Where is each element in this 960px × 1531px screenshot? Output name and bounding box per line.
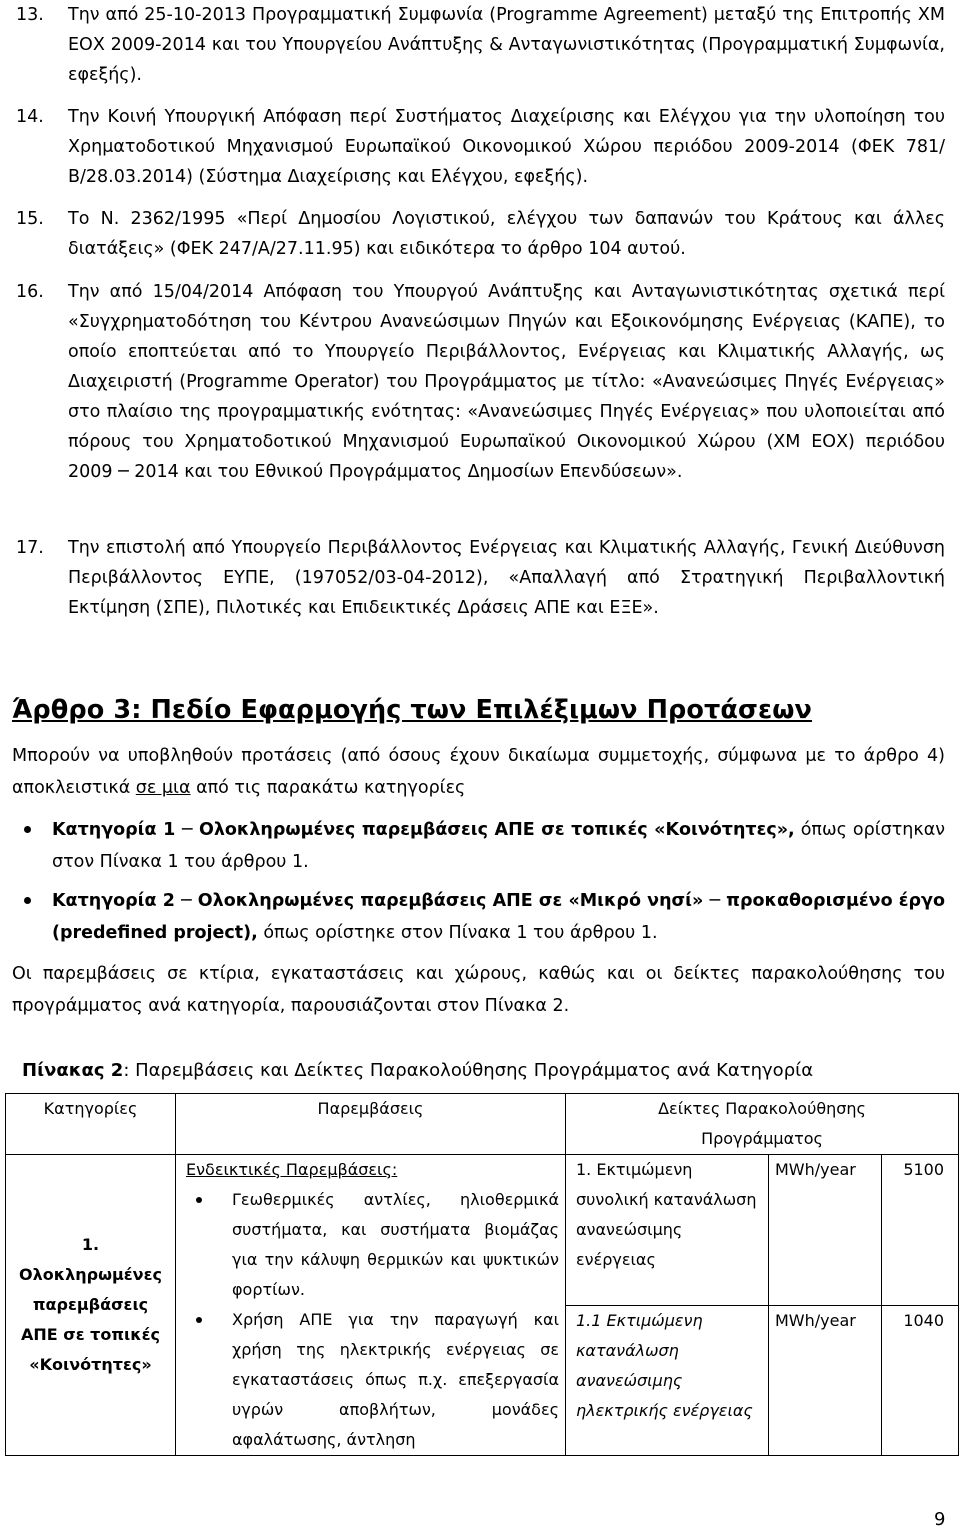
item-text: Το Ν. 2362/1995 «Περί Δημοσίου Λογιστικού, ελέγχου των δαπανών του Κράτους και άλλες διατάξεις» (ΦΕΚ 247/Α/27.11.95) και ειδικότερα το άρθρο 104 αυτού. — [68, 209, 945, 259]
category-cell: 1. Ολοκληρωμένες παρεμβάσεις ΑΠΕ σε τοπικές «Κοινότητες» — [6, 1155, 176, 1456]
bullet-text — [52, 814, 945, 878]
page-number: 9 — [934, 1509, 946, 1530]
interventions-title: Ενδεικτικές Παρεμβάσεις: — [186, 1160, 398, 1179]
item-text: Την επιστολή από Υπουργείο Περιβάλλοντος Ενέργειας και Κλιματικής Αλλαγής, Γενική Διεύθυνση Περιβάλλοντος ΕΥΠΕ, (197052/03-04-2012), «Απαλλαγή από Στρατηγική Περιβαλλοντική Εκτίμηση (ΣΠΕ), Πιλοτικές και Επιδεικτικές Δράσεις ΑΠΕ και ΕΞΕ». — [68, 538, 945, 618]
intervention-item — [186, 1305, 559, 1455]
intervention-item — [186, 1185, 559, 1305]
item-text: Την από 25-10-2013 Προγραμματική Συμφωνία (Programme Agreement) μεταξύ της Επιτροπής ΧΜ ΕΟΧ 2009-2014 και του Υπουργείου Ανάπτυξης & Ανταγωνιστικότητας (Προγραμματική Συμφωνία, εφεξής). — [68, 5, 945, 85]
bullet-icon — [24, 826, 31, 833]
indicator-unit: MWh/year — [769, 1155, 882, 1306]
table-caption — [22, 1060, 813, 1081]
indicator-value: 1040 — [882, 1306, 959, 1456]
indicator-unit: MWh/year — [769, 1306, 882, 1456]
item-number: 15. — [16, 209, 44, 229]
interventions-cell — [176, 1155, 566, 1456]
indicator-name: 1. Εκτιμώμενη συνολική κατανάλωση ανανεώσιμης ενέργειας — [566, 1155, 769, 1306]
bullet-text — [52, 885, 945, 949]
article-heading: Άρθρο 3: Πεδίο Εφαρμογής των Επιλέξιμων Προτάσεων — [12, 695, 813, 725]
item-text: Την Κοινή Υπουργική Απόφαση περί Συστήματος Διαχείρισης και Ελέγχου για την υλοποίηση του Χρηματοδοτικού Μηχανισμού Ευρωπαϊκού Οικονομικού Χώρου περιόδου 2009-2014 (ΦΕΚ 781/Β/28.03.2014) (Σύστημα Διαχείρισης και Ελέγχου, εφεξής). — [68, 107, 945, 187]
intro-text: Μπορούν να υποβληθούν προτάσεις (από όσους έχουν δικαίωμα συμμετοχής, σύμφωνα με το άρθρο 4) αποκλειστικά — [12, 746, 945, 798]
header-interventions: Παρεμβάσεις — [176, 1094, 566, 1155]
item-number: 17. — [16, 538, 44, 558]
table-caption-label: Πίνακας 2 — [22, 1060, 124, 1081]
intervention-text: Γεωθερμικές αντλίες, ηλιοθερμικά συστήματα, και συστήματα βιομάζας για την κάλυψη θερμικών και ψυκτικών φορτίων. — [232, 1190, 559, 1299]
bullet-icon — [196, 1197, 202, 1203]
table-header-row — [6, 1094, 959, 1155]
header-categories: Κατηγορίες — [6, 1094, 176, 1155]
indicator-name: 1.1 Εκτιμώμενη κατανάλωση ανανεώσιμης ηλεκτρικής ενέργειας — [566, 1306, 769, 1456]
intervention-text: Χρήση ΑΠΕ για την παραγωγή και χρήση της ηλεκτρικής ενέργειας σε εγκαταστάσεις όπως π.χ. επεξεργασία υγρών αποβλήτων, μονάδες αφαλάτωσης, άντληση — [232, 1310, 559, 1449]
bullet-icon — [196, 1317, 202, 1323]
intro-text-end: από τις παρακάτω κατηγορίες — [190, 778, 466, 798]
bullet-bold: Κατηγορία 2 ─ Ολοκληρωμένες παρεμβάσεις ΑΠΕ σε «Μικρό νησί» ─ προκαθορισμένο έργο (predefined project), — [52, 891, 945, 943]
item-number: 13. — [16, 5, 44, 25]
bullet-rest: όπως ορίστηκε στον Πίνακα 1 του άρθρου 1. — [257, 923, 658, 943]
indicator-value: 5100 — [882, 1155, 959, 1306]
bullet-rest: όπως ορίστηκαν στον Πίνακα 1 του άρθρου 1. — [52, 820, 945, 872]
article-closing: Οι παρεμβάσεις σε κτίρια, εγκαταστάσεις και χώρους, καθώς και οι δείκτες παρακολούθησης του προγράμματος ανά κατηγορία, παρουσιάζονται στον Πίνακα 2. — [12, 964, 945, 1016]
table-row — [6, 1155, 959, 1306]
intro-emphasis: σε μια — [135, 778, 191, 798]
item-text: Την από 15/04/2014 Απόφαση του Υπουργού Ανάπτυξης και Ανταγωνιστικότητας σχετικά περί «Συγχρηματοδότηση του Κέντρου Ανανεώσιμων Πηγών και Εξοικονόμησης Ενέργειας (ΚΑΠΕ), το οποίο εποπτεύεται από το Υπουργείο Περιβάλλοντος, Ενέργειας και Κλιματικής Αλλαγής, ως Διαχειριστή (Programme Operator) του Προγράμματος με τίτλο: «Ανανεώσιμες Πηγές Ενέργειας» στο πλαίσιο της προγραμματικής ενότητας: «Ανανεώσιμες Πηγές Ενέργειας» που υλοποιείται από πόρους του Χρηματοδοτικού Μηχανισμού Ευρωπαϊκού Οικονομικού Χώρου (ΧΜ ΕΟΧ) περιόδου 2009 ─ 2014 και του Εθνικού Προγράμματος Δημοσίων Επενδύσεων». — [68, 282, 945, 482]
item-number: 14. — [16, 107, 44, 127]
item-number: 16. — [16, 282, 44, 302]
header-indicators: Δείκτες Παρακολούθησης Προγράμματος — [566, 1094, 959, 1155]
indicators-table — [5, 1093, 959, 1456]
article-intro — [12, 740, 945, 804]
bullet-bold: Κατηγορία 1 ─ Ολοκληρωμένες παρεμβάσεις ΑΠΕ σε τοπικές «Κοινότητες», — [52, 820, 795, 840]
table-caption-text: : Παρεμβάσεις και Δείκτες Παρακολούθησης Προγράμματος ανά Κατηγορία — [123, 1060, 814, 1081]
bullet-icon — [24, 897, 31, 904]
